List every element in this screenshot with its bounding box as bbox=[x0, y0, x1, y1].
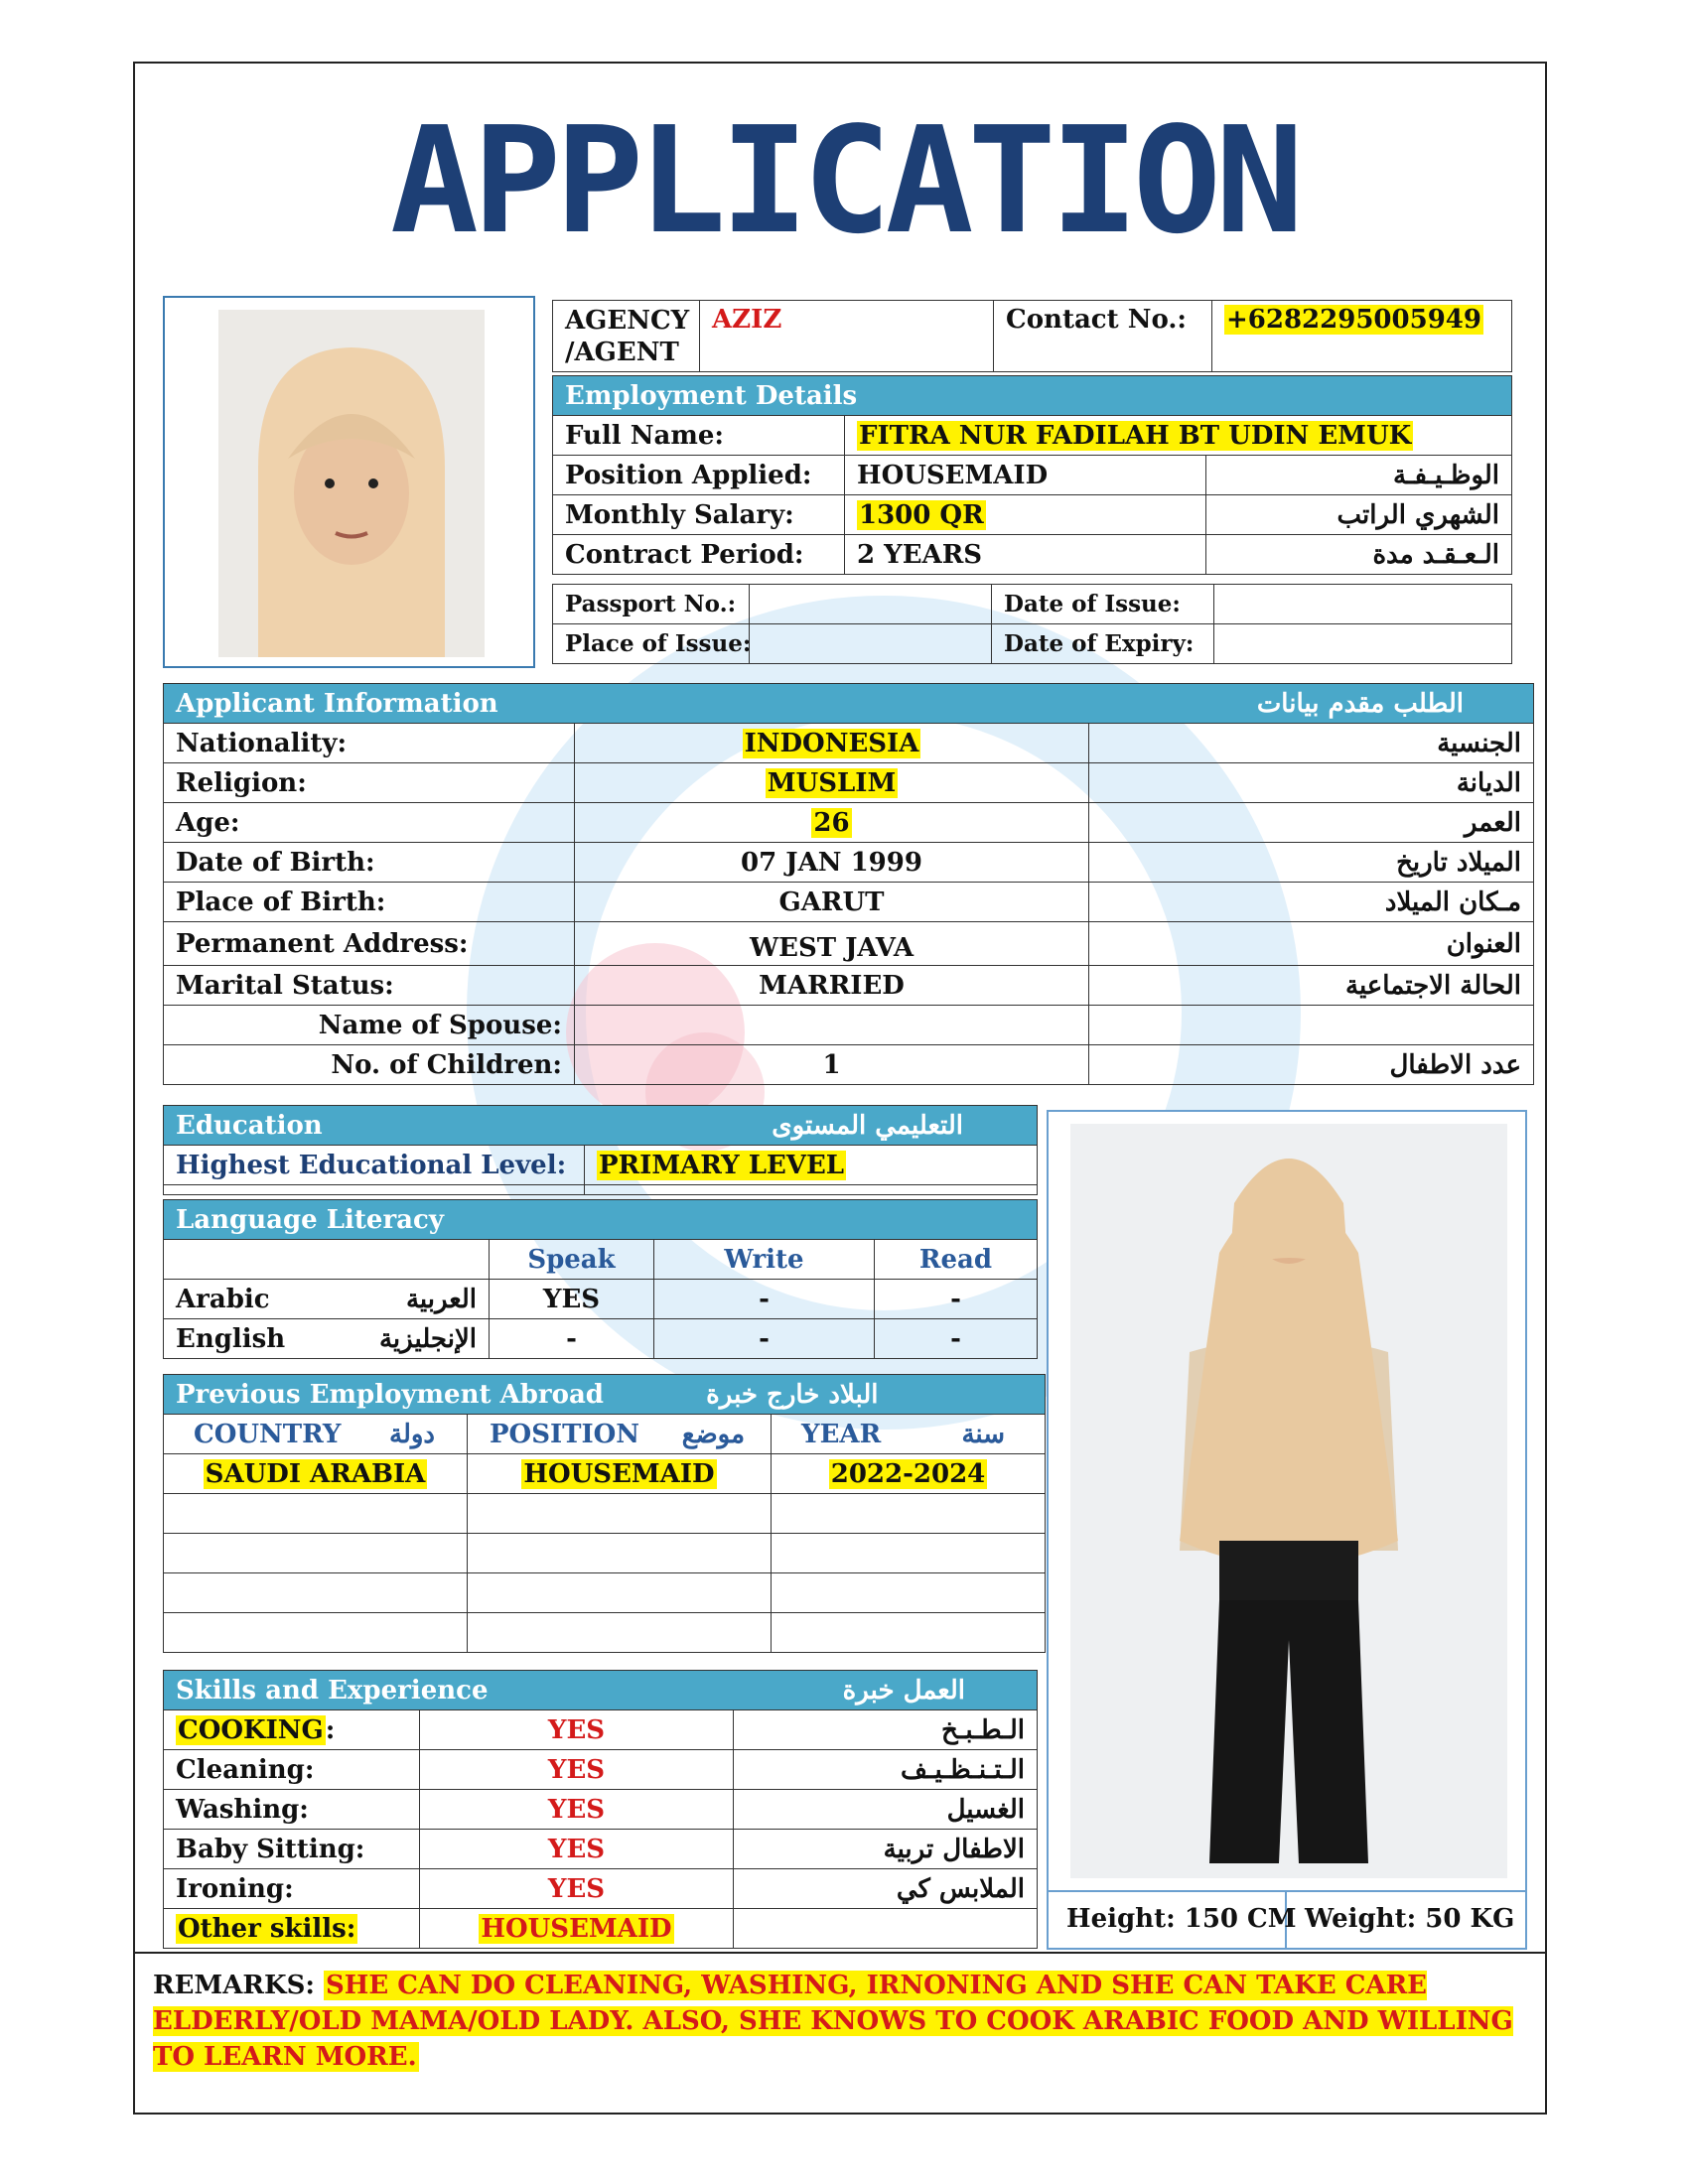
language-col-speak: Speak bbox=[490, 1240, 654, 1280]
cooking-value: YES bbox=[420, 1710, 734, 1750]
issue-date-value bbox=[1214, 585, 1512, 624]
contract-label: Contract Period: bbox=[553, 535, 845, 575]
language-col-blank bbox=[164, 1240, 490, 1280]
address-label: Permanent Address: bbox=[164, 922, 575, 966]
children-label: No. of Children: bbox=[164, 1045, 575, 1085]
prev-country-cell bbox=[164, 1454, 468, 1494]
year-col: YEAR bbox=[801, 1419, 882, 1449]
nationality-value: INDONESIA bbox=[744, 728, 919, 758]
position-col-cell bbox=[468, 1415, 772, 1454]
address-ar: العنوان bbox=[1089, 922, 1534, 966]
previous-employment-table bbox=[163, 1374, 1046, 1653]
prev-position-cell bbox=[468, 1454, 772, 1494]
agency-label bbox=[553, 301, 700, 372]
religion-value: MUSLIM bbox=[767, 767, 897, 798]
english-label-ar: الإنجليزية bbox=[378, 1323, 477, 1354]
arabic-write: - bbox=[654, 1280, 875, 1319]
education-spacer bbox=[164, 1185, 585, 1195]
applicant-table bbox=[163, 683, 1534, 1085]
marital-value: MARRIED bbox=[575, 966, 1089, 1006]
other-skills-label: Other skills: bbox=[178, 1913, 356, 1944]
place-of-issue-value bbox=[750, 624, 992, 664]
prev-empty-cell bbox=[772, 1573, 1046, 1613]
prev-empty-cell bbox=[468, 1494, 772, 1534]
prev-empty-cell bbox=[468, 1573, 772, 1613]
washing-ar: الغسيل bbox=[734, 1790, 1038, 1830]
cooking-label-cell bbox=[164, 1710, 420, 1750]
babysitting-ar: الاطفال تربية bbox=[734, 1830, 1038, 1869]
remarks-label: REMARKS: bbox=[153, 1971, 315, 2000]
skills-header-ar: العمل خبرة bbox=[734, 1671, 1038, 1710]
nationality-label: Nationality: bbox=[164, 724, 575, 763]
pob-value: GARUT bbox=[575, 883, 1089, 922]
contact-value-cell bbox=[1212, 301, 1512, 372]
headshot-photo-frame bbox=[163, 296, 535, 668]
year-col-cell bbox=[772, 1415, 1046, 1454]
other-skills-cell bbox=[420, 1909, 734, 1949]
education-header-ar: التعليمي المستوى bbox=[585, 1106, 1038, 1146]
education-level-cell bbox=[585, 1146, 1038, 1185]
arabic-read: - bbox=[875, 1280, 1038, 1319]
prev-empty-cell bbox=[164, 1494, 468, 1534]
issue-date-label: Date of Issue: bbox=[992, 585, 1214, 624]
prev-empty-cell bbox=[468, 1613, 772, 1653]
cleaning-ar: الـتـنـظـيـف bbox=[734, 1750, 1038, 1790]
agency-label-line2: /AGENT bbox=[565, 337, 679, 367]
page-title: APPLICATION bbox=[389, 95, 1299, 266]
contract-ar: الـعـقـد مدة bbox=[1206, 535, 1512, 575]
cleaning-label: Cleaning: bbox=[164, 1750, 420, 1790]
place-of-issue-label: Place of Issue: bbox=[553, 624, 750, 664]
country-col-cell bbox=[164, 1415, 468, 1454]
contract-value: 2 YEARS bbox=[845, 535, 1206, 575]
prev-year: 2022-2024 bbox=[830, 1458, 986, 1489]
education-level-value: PRIMARY LEVEL bbox=[599, 1150, 845, 1180]
other-skills-ar bbox=[734, 1909, 1038, 1949]
country-col-ar: دولة bbox=[389, 1419, 435, 1449]
skills-header: Skills and Experience bbox=[164, 1671, 734, 1710]
employment-table bbox=[552, 375, 1512, 575]
ironing-ar: الملابس كي bbox=[734, 1869, 1038, 1909]
employment-header: Employment Details bbox=[553, 376, 1512, 416]
language-header: Language Literacy bbox=[164, 1200, 1038, 1240]
cooking-label-colon: : bbox=[325, 1714, 336, 1745]
age-value: 26 bbox=[813, 807, 850, 838]
prev-position: HOUSEMAID bbox=[523, 1458, 715, 1489]
arabic-label-cell bbox=[164, 1280, 490, 1319]
prev-empty-cell bbox=[164, 1534, 468, 1573]
english-read: - bbox=[875, 1319, 1038, 1359]
skills-table bbox=[163, 1670, 1038, 1949]
salary-value: 1300 QR bbox=[859, 499, 984, 530]
other-skills-label-cell bbox=[164, 1909, 420, 1949]
education-level-label: Highest Educational Level: bbox=[164, 1146, 585, 1185]
passport-no-label: Passport No.: bbox=[553, 585, 750, 624]
agency-value: AZIZ bbox=[700, 301, 994, 372]
english-write: - bbox=[654, 1319, 875, 1359]
address-value: WEST JAVA bbox=[575, 922, 1089, 966]
prev-year-cell bbox=[772, 1454, 1046, 1494]
contact-value: +6282295005949 bbox=[1226, 305, 1481, 335]
english-label-cell bbox=[164, 1319, 490, 1359]
salary-cell bbox=[845, 495, 1206, 535]
prev-empty-cell bbox=[772, 1494, 1046, 1534]
weight-value: Weight: 50 KG bbox=[1305, 1904, 1515, 1934]
language-col-read: Read bbox=[875, 1240, 1038, 1280]
cleaning-value: YES bbox=[420, 1750, 734, 1790]
prev-country: SAUDI ARABIA bbox=[205, 1458, 426, 1489]
applicant-header: Applicant Information bbox=[164, 684, 1089, 724]
ironing-value: YES bbox=[420, 1869, 734, 1909]
age-ar: العمر bbox=[1089, 803, 1534, 843]
nationality-ar: الجنسية bbox=[1089, 724, 1534, 763]
year-col-ar: سنة bbox=[961, 1419, 1006, 1449]
education-header: Education bbox=[164, 1106, 585, 1146]
position-col-ar: موضع bbox=[681, 1419, 746, 1449]
religion-ar: الديانة bbox=[1089, 763, 1534, 803]
children-ar: عدد الاطفال bbox=[1089, 1045, 1534, 1085]
full-name-value: FITRA NUR FADILAH BT UDIN EMUK bbox=[859, 420, 1412, 451]
passport-table bbox=[552, 584, 1512, 664]
cooking-ar: الـطـبـخ bbox=[734, 1710, 1038, 1750]
salary-ar: الشهري الراتب bbox=[1206, 495, 1512, 535]
babysitting-value: YES bbox=[420, 1830, 734, 1869]
position-value: HOUSEMAID bbox=[845, 456, 1206, 495]
pob-label: Place of Birth: bbox=[164, 883, 575, 922]
english-speak: - bbox=[490, 1319, 654, 1359]
headshot-photo bbox=[218, 310, 485, 657]
spouse-value bbox=[575, 1006, 1089, 1045]
spouse-label: Name of Spouse: bbox=[164, 1006, 575, 1045]
full-name-cell bbox=[845, 416, 1512, 456]
pob-ar: مـكان الميلاد bbox=[1089, 883, 1534, 922]
height-value: Height: 150 CM bbox=[1066, 1904, 1297, 1934]
full-name-label: Full Name: bbox=[553, 416, 845, 456]
dob-ar: الميلاد تاريخ bbox=[1089, 843, 1534, 883]
age-cell bbox=[575, 803, 1089, 843]
prev-empty-cell bbox=[772, 1534, 1046, 1573]
prev-empty-cell bbox=[468, 1534, 772, 1573]
language-table bbox=[163, 1199, 1038, 1359]
previous-header bbox=[164, 1375, 879, 1415]
expiry-date-value bbox=[1214, 624, 1512, 664]
spouse-ar bbox=[1089, 1006, 1534, 1045]
language-col-write: Write bbox=[654, 1240, 875, 1280]
dob-value: 07 JAN 1999 bbox=[575, 843, 1089, 883]
marital-label: Marital Status: bbox=[164, 966, 575, 1006]
nationality-cell bbox=[575, 724, 1089, 763]
babysitting-label: Baby Sitting: bbox=[164, 1830, 420, 1869]
prev-empty-cell bbox=[164, 1573, 468, 1613]
expiry-date-label: Date of Expiry: bbox=[992, 624, 1214, 664]
religion-label: Religion: bbox=[164, 763, 575, 803]
washing-label: Washing: bbox=[164, 1790, 420, 1830]
applicant-header-ar: الطلب مقدم بيانات bbox=[1089, 684, 1534, 724]
arabic-label-ar: العربية bbox=[405, 1284, 477, 1314]
remarks-text: SHE CAN DO CLEANING, WASHING, IRNONING AND SHE CAN TAKE CARE ELDERLY/OLD MAMA/OLD LADY. ALSO, SHE KNOWS TO COOK ARABIC FOOD AND WILLING TO LEARN MORE. bbox=[153, 1971, 1513, 2072]
age-label: Age: bbox=[164, 803, 575, 843]
stats-bar bbox=[1049, 1890, 1525, 1950]
religion-cell bbox=[575, 763, 1089, 803]
english-label: English bbox=[176, 1323, 286, 1354]
agency-label-line1: AGENCY bbox=[565, 305, 690, 336]
remarks-box bbox=[133, 1952, 1547, 2115]
other-skills-value: HOUSEMAID bbox=[481, 1913, 672, 1944]
full-body-photo bbox=[1070, 1124, 1507, 1878]
cooking-label: COOKING bbox=[178, 1714, 324, 1745]
prev-empty-cell bbox=[772, 1613, 1046, 1653]
arabic-speak: YES bbox=[490, 1280, 654, 1319]
salary-label: Monthly Salary: bbox=[553, 495, 845, 535]
marital-ar: الحالة الاجتماعية bbox=[1089, 966, 1534, 1006]
education-spacer-2 bbox=[585, 1185, 1038, 1195]
previous-header-ar: البلاد خارج خبرة bbox=[706, 1379, 879, 1410]
passport-no-value bbox=[750, 585, 992, 624]
contact-label: Contact No.: bbox=[994, 301, 1212, 372]
agency-table bbox=[552, 300, 1512, 372]
arabic-label: Arabic bbox=[176, 1284, 270, 1314]
position-col: POSITION bbox=[490, 1419, 640, 1449]
dob-label: Date of Birth: bbox=[164, 843, 575, 883]
children-value: 1 bbox=[575, 1045, 1089, 1085]
full-body-photo-frame bbox=[1047, 1110, 1527, 1950]
position-ar: الوظـيـفـة bbox=[1206, 456, 1512, 495]
position-label: Position Applied: bbox=[553, 456, 845, 495]
education-table bbox=[163, 1105, 1038, 1195]
previous-header-en: Previous Employment Abroad bbox=[176, 1379, 604, 1410]
country-col: COUNTRY bbox=[194, 1419, 342, 1449]
ironing-label: Ironing: bbox=[164, 1869, 420, 1909]
washing-value: YES bbox=[420, 1790, 734, 1830]
prev-empty-cell bbox=[164, 1613, 468, 1653]
